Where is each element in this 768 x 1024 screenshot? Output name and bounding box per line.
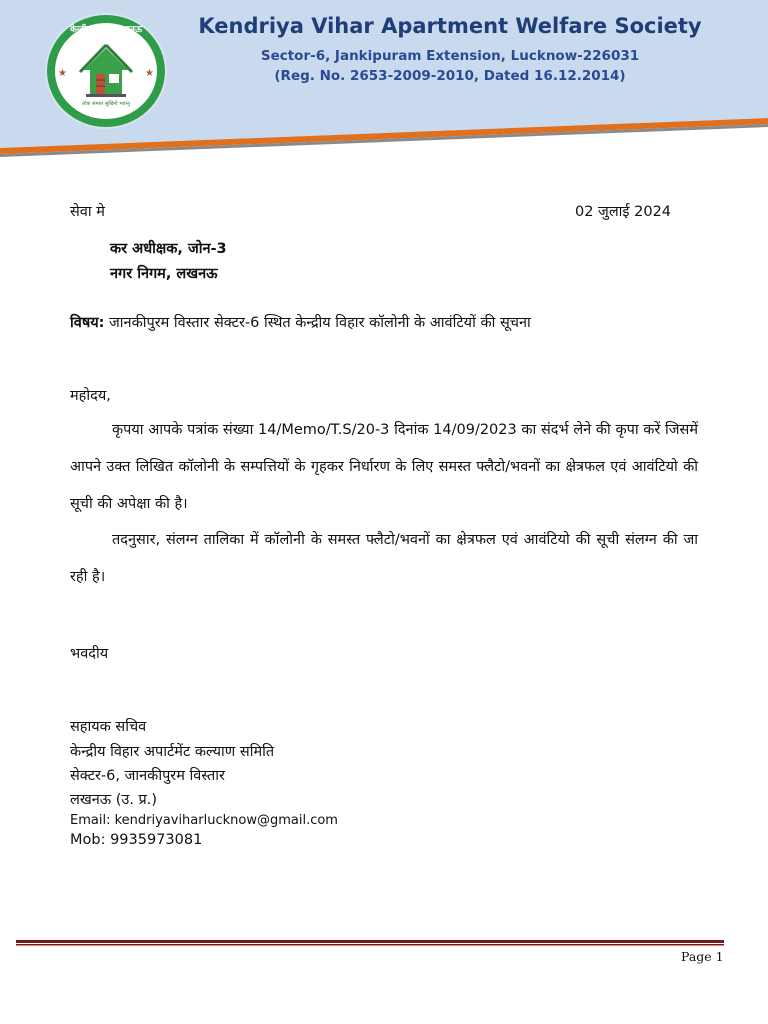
subject-label: विषय:: [70, 315, 105, 331]
signatory-email: Email: kendriyaviharlucknow@gmail.com: [70, 813, 338, 828]
subject-text: जानकीपुरम विस्तार सेक्टर-6 स्थित केन्द्रीय विहार कॉलोनी के आवंटियों की सूचना: [104, 315, 531, 331]
svg-text:★: ★: [58, 68, 67, 79]
greeting: महोदय,: [70, 388, 111, 404]
recipient-line-2: नगर निगम, लखनऊ: [110, 266, 218, 282]
org-registration: (Reg. No. 2653-2009-2010, Dated 16.12.2014): [274, 68, 626, 84]
signatory-address: सेक्टर-6, जानकीपुरम विस्तार: [70, 768, 225, 784]
subject-line: [70, 312, 531, 332]
signatory-city: लखनऊ (उ. प्र.): [70, 792, 158, 808]
society-logo-icon: [44, 12, 168, 130]
org-name: Kendriya Vihar Apartment Welfare Society: [198, 14, 702, 38]
org-address: Sector-6, Jankipuram Extension, Lucknow-226031: [260, 48, 640, 64]
closing: भवदीय: [70, 646, 109, 662]
svg-text:★: ★: [145, 68, 154, 79]
recipient-line-1: कर अधीक्षक, जोन-3: [110, 241, 227, 257]
body-paragraph-1: [70, 412, 698, 523]
body-paragraph-2: [70, 522, 698, 596]
logo-ring-text: केन्द्रीय विहार लखनऊ: [70, 25, 142, 35]
signatory-mobile: Mob: 9935973081: [70, 832, 203, 848]
footer-rule: [16, 940, 724, 948]
paragraph-2-text: तदनुसार, संलग्न तालिका में कॉलोनी के समस्त फ्लैटो/भवनों का क्षेत्रफल एवं आवंटियो की सूची संलग्न की जा रही है।: [70, 532, 698, 585]
salutation-to: सेवा मे: [70, 204, 105, 220]
page-number: Page 1: [681, 949, 724, 964]
paragraph-1-text: कृपया आपके पत्रांक संख्या 14/Memo/T.S/20-3 दिनांक 14/09/2023 का संदर्भ लेने की कृपा करें जिसमें आपने उक्त लिखित कॉलोनी के सम्पत्तियों के गृहकर निर्धारण के लिए समस्त फ्लैटो/भवनों का क्षेत्रफल एवं आवंटियो की सूची की अपेक्षा की है।: [70, 422, 698, 512]
signatory-designation: सहायक सचिव: [70, 719, 147, 735]
signatory-organization: केन्द्रीय विहार अपार्टमेंट कल्याण समिति: [70, 744, 275, 760]
letter-date: 02 जुलाई 2024: [575, 204, 672, 220]
logo-motto: लोक समस्त सुखिनो भवन्तु: [82, 101, 130, 107]
